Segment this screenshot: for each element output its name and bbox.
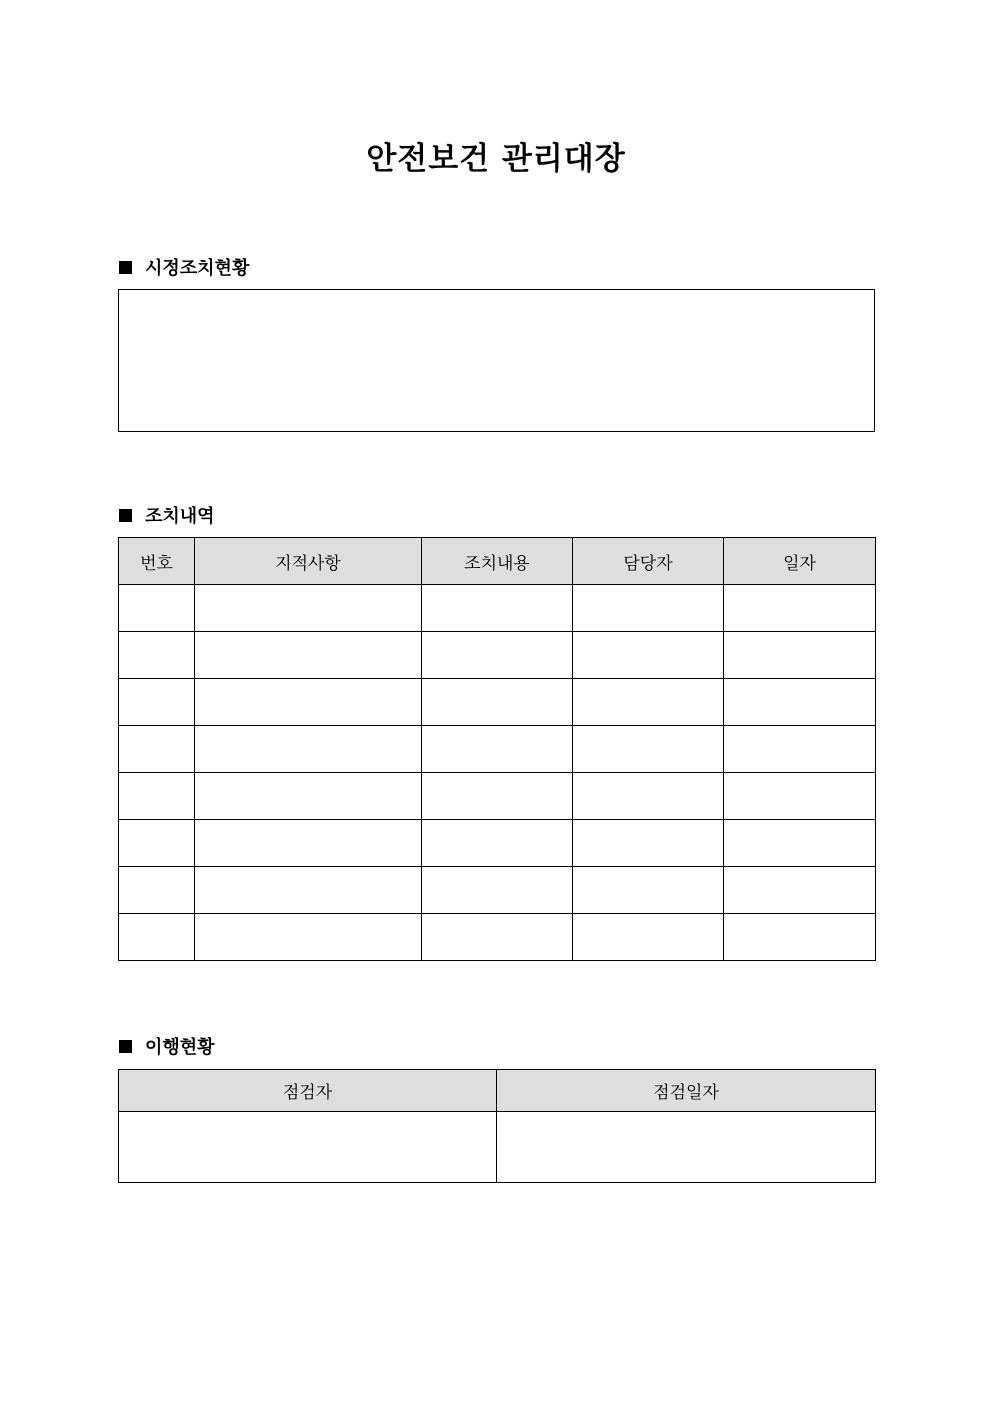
table-row <box>119 726 876 773</box>
corrective-action-field[interactable] <box>118 289 875 432</box>
table-row <box>119 679 876 726</box>
table-cell[interactable] <box>573 679 724 726</box>
table-cell[interactable] <box>119 914 195 961</box>
table-cell[interactable] <box>724 585 876 632</box>
table-cell[interactable] <box>422 773 573 820</box>
table-cell[interactable] <box>573 914 724 961</box>
table-cell[interactable] <box>195 820 422 867</box>
table-row <box>119 1112 876 1183</box>
table-cell[interactable] <box>422 914 573 961</box>
table-cell[interactable] <box>119 820 195 867</box>
table-cell[interactable] <box>573 773 724 820</box>
table-row <box>119 773 876 820</box>
table-cell[interactable] <box>119 773 195 820</box>
table-cell[interactable] <box>119 632 195 679</box>
table-cell[interactable] <box>573 632 724 679</box>
table-cell[interactable] <box>573 867 724 914</box>
table-cell[interactable] <box>119 679 195 726</box>
section-heading-corrective <box>119 254 249 280</box>
table-cell[interactable] <box>422 679 573 726</box>
table-cell[interactable] <box>724 773 876 820</box>
table-row <box>119 820 876 867</box>
square-bullet-icon <box>119 1040 132 1053</box>
performance-table <box>118 1069 876 1183</box>
table-cell[interactable] <box>573 820 724 867</box>
table-row <box>119 585 876 632</box>
page-title: 안전보건 관리대장 <box>366 141 626 177</box>
actions-table <box>118 537 876 961</box>
table-cell[interactable] <box>119 1112 497 1183</box>
table-cell[interactable] <box>422 867 573 914</box>
table-row <box>119 914 876 961</box>
table-cell[interactable] <box>195 726 422 773</box>
column-header-person-in-charge: 담당자 <box>573 538 724 585</box>
column-header-number: 번호 <box>119 538 195 585</box>
table-header-row <box>119 538 876 585</box>
section-title: 이행현황 <box>145 1037 215 1058</box>
table-cell[interactable] <box>119 585 195 632</box>
table-cell[interactable] <box>724 914 876 961</box>
table-header-row <box>119 1070 876 1112</box>
section-heading-performance <box>119 1033 215 1059</box>
square-bullet-icon <box>119 509 132 522</box>
column-header-inspector: 점검자 <box>119 1070 497 1112</box>
section-title: 시정조치현황 <box>145 258 250 279</box>
table-cell[interactable] <box>422 726 573 773</box>
section-heading-actions <box>119 502 215 528</box>
table-cell[interactable] <box>497 1112 876 1183</box>
table-cell[interactable] <box>195 585 422 632</box>
table-cell[interactable] <box>573 726 724 773</box>
table-cell[interactable] <box>422 632 573 679</box>
performance-table-body <box>119 1112 876 1183</box>
column-header-action-details: 조치내용 <box>422 538 573 585</box>
table-cell[interactable] <box>195 914 422 961</box>
table-cell[interactable] <box>422 820 573 867</box>
table-cell[interactable] <box>724 726 876 773</box>
table-cell[interactable] <box>422 585 573 632</box>
square-bullet-icon <box>119 261 132 274</box>
actions-table-body <box>119 585 876 961</box>
table-cell[interactable] <box>724 867 876 914</box>
column-header-findings: 지적사항 <box>195 538 422 585</box>
table-cell[interactable] <box>724 632 876 679</box>
table-row <box>119 632 876 679</box>
table-cell[interactable] <box>195 679 422 726</box>
table-cell[interactable] <box>119 726 195 773</box>
column-header-inspection-date: 점검일자 <box>497 1070 876 1112</box>
table-cell[interactable] <box>195 773 422 820</box>
table-cell[interactable] <box>119 867 195 914</box>
section-title: 조치내역 <box>145 506 215 527</box>
table-row <box>119 867 876 914</box>
table-cell[interactable] <box>195 632 422 679</box>
table-cell[interactable] <box>724 820 876 867</box>
table-cell[interactable] <box>195 867 422 914</box>
table-cell[interactable] <box>724 679 876 726</box>
column-header-date: 일자 <box>724 538 876 585</box>
table-cell[interactable] <box>573 585 724 632</box>
